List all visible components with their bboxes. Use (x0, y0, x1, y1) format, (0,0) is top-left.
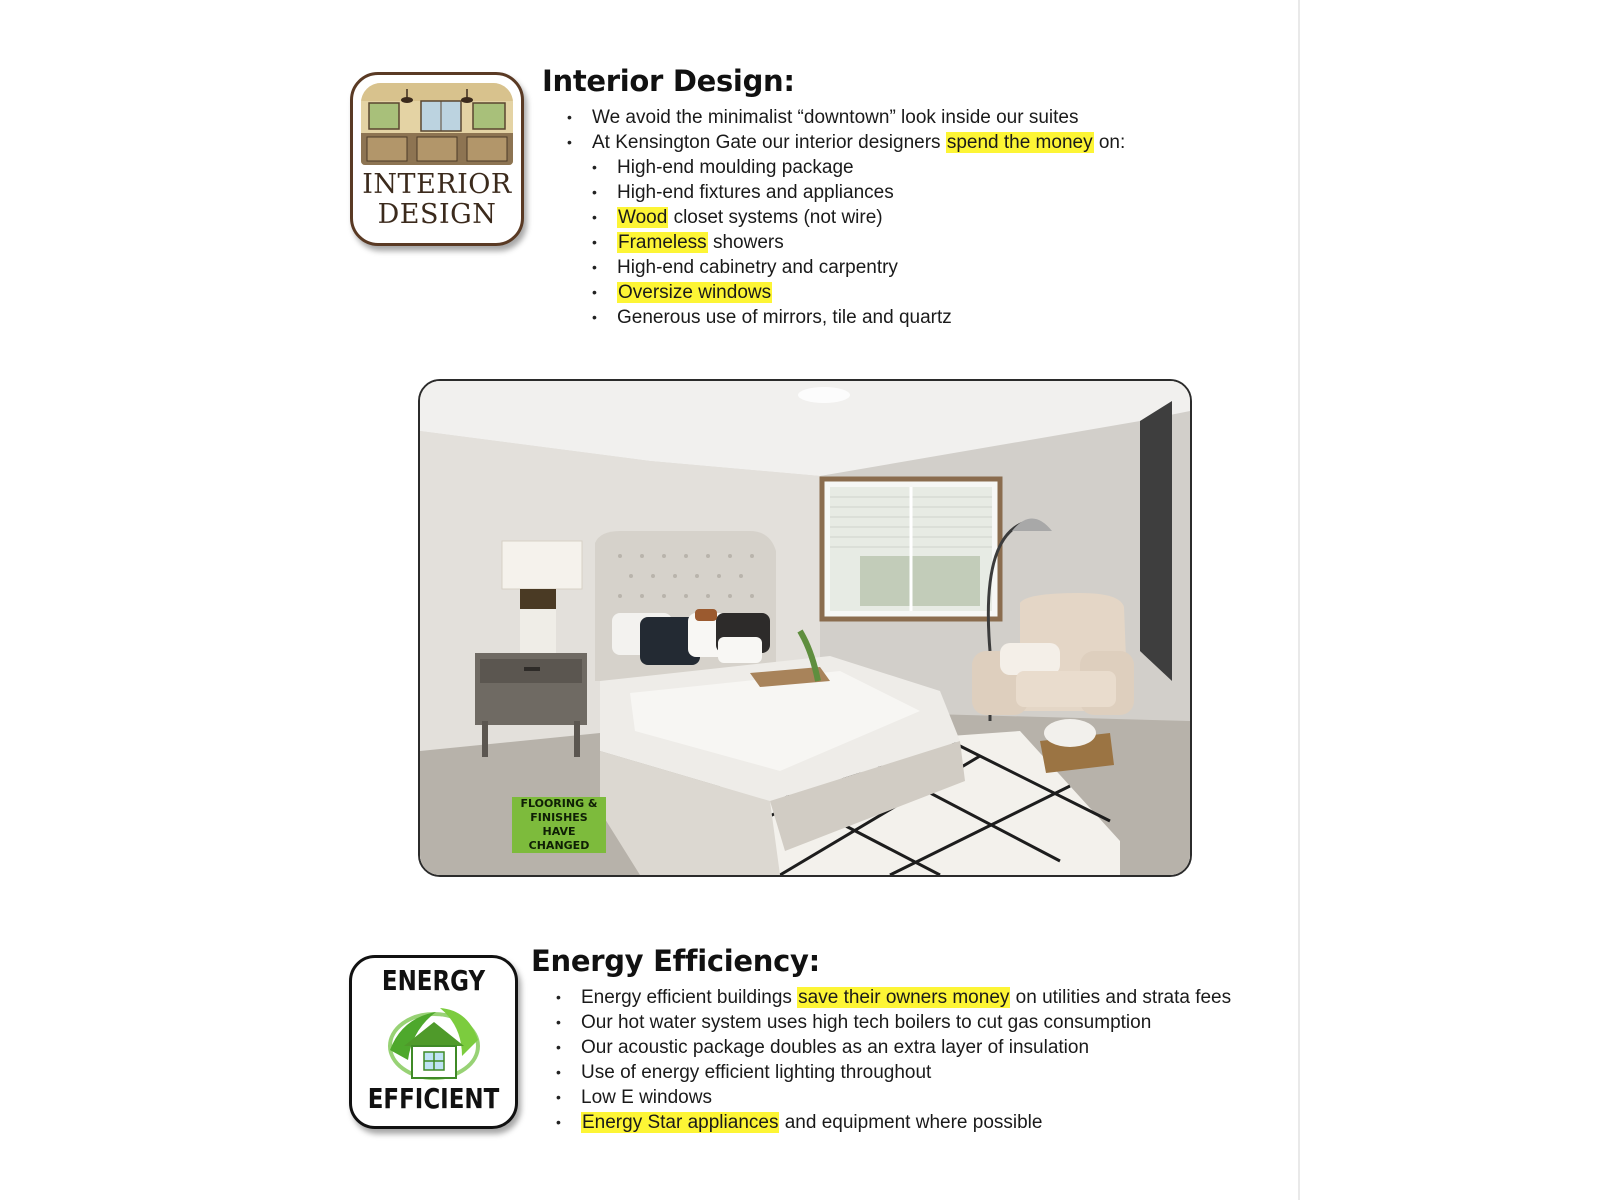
bullet-text: At Kensington Gate our interior designers (592, 132, 946, 153)
green-house-leaf-icon (382, 1000, 486, 1084)
energy-icon-word-1: ENERGY (381, 964, 486, 997)
badge-line: HAVE CHANGED (528, 825, 590, 852)
badge-line: FINISHES (530, 811, 588, 824)
badge-line: FLOORING & (520, 797, 598, 810)
bullet-text: Our hot water system uses high tech boilers to cut gas consumption (581, 1012, 1152, 1033)
bullet-text: Generous use of mirrors, tile and quartz (617, 307, 952, 328)
bullet-text: on utilities and strata fees (1010, 987, 1232, 1008)
bullet-text: Low E windows (581, 1087, 712, 1108)
interior-sub-bullet-item (617, 255, 952, 280)
energy-bullet-item (581, 1060, 1231, 1085)
bullet-text: on: (1093, 132, 1126, 153)
interior-icon-word-1: INTERIOR (362, 169, 512, 200)
bullet-text: High-end fixtures and appliances (617, 182, 894, 203)
bullet-text: High-end moulding package (617, 157, 854, 178)
bullet-text: Energy efficient buildings (581, 987, 798, 1008)
interior-bullet-item (592, 130, 1125, 155)
energy-bullet-item (581, 1110, 1231, 1135)
highlighted-text: Frameless (618, 232, 707, 253)
highlighted-text: spend the money (946, 132, 1093, 153)
energy-bullet-item (581, 1035, 1231, 1060)
bullet-text: and equipment where possible (779, 1112, 1043, 1133)
bullet-text: Use of energy efficient lighting throughout (581, 1062, 932, 1083)
energy-efficiency-title: Energy Efficiency: (531, 944, 820, 978)
energy-bullet-item (581, 1010, 1231, 1035)
interior-sub-bullet-item (617, 180, 952, 205)
interior-sub-bullet-list (617, 155, 952, 330)
bedroom-photo (418, 379, 1192, 877)
interior-sub-bullet-item (617, 230, 952, 255)
highlighted-text: save their owners money (798, 987, 1010, 1008)
interior-bullet-list (592, 105, 1125, 155)
energy-efficient-icon (349, 955, 518, 1129)
interior-bullet-item (592, 105, 1125, 130)
kitchen-sketch-image (361, 83, 513, 165)
bullet-text: We avoid the minimalist “downtown” look inside our suites (592, 107, 1079, 128)
page-divider (1298, 0, 1300, 1200)
highlighted-text: Wood (618, 207, 668, 228)
energy-bullet-list (581, 985, 1231, 1135)
interior-design-icon (350, 72, 524, 246)
energy-bullet-item (581, 1085, 1231, 1110)
interior-sub-bullet-item (617, 205, 952, 230)
interior-sub-bullet-item (617, 305, 952, 330)
highlighted-text: Oversize windows (618, 282, 772, 303)
interior-design-title: Interior Design: (542, 64, 795, 98)
interior-sub-bullet-item (617, 155, 952, 180)
flooring-finishes-badge (512, 797, 606, 853)
bullet-text: closet systems (not wire) (668, 207, 883, 228)
energy-icon-word-2: EFFICIENT (367, 1082, 500, 1115)
energy-bullet-item (581, 985, 1231, 1010)
highlighted-text: Energy Star appliances (582, 1112, 779, 1133)
interior-sub-bullet-item (617, 280, 952, 305)
bullet-text: Our acoustic package doubles as an extra layer of insulation (581, 1037, 1090, 1058)
bullet-text: High-end cabinetry and carpentry (617, 257, 898, 278)
interior-icon-word-2: DESIGN (377, 199, 497, 230)
bullet-text: showers (707, 232, 784, 253)
